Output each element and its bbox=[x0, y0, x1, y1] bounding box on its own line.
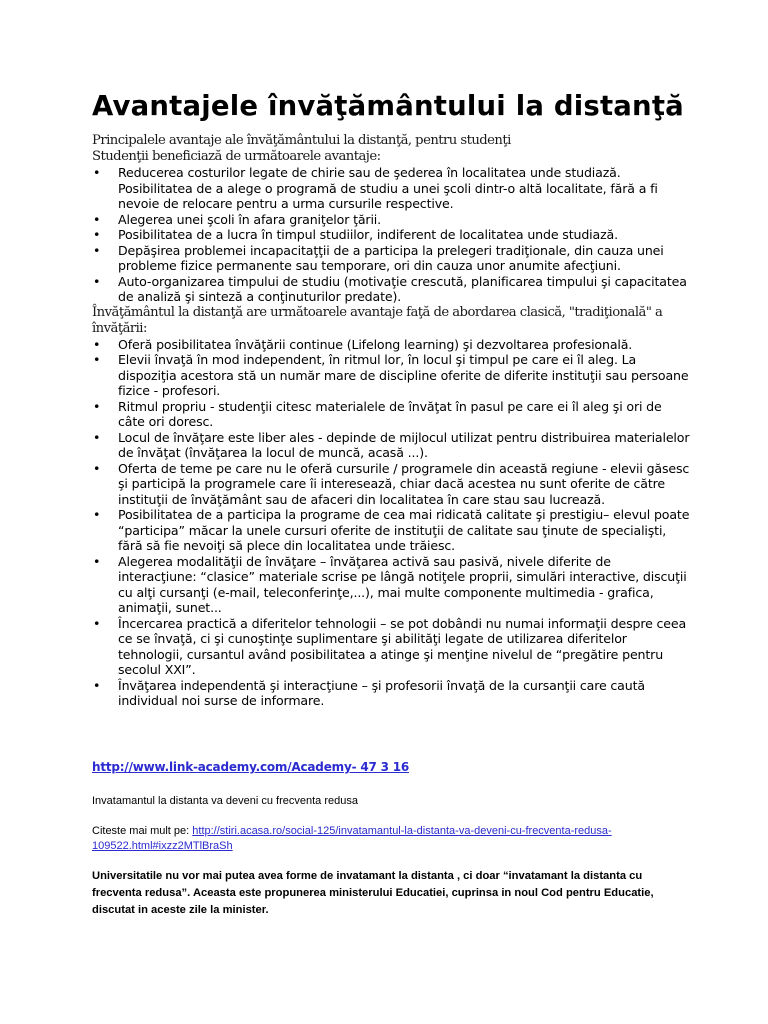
list-item: • Alegerea unei şcoli în afara graniţelor ţării. bbox=[93, 211, 382, 227]
intro-line-2: Studenţii beneficiază de următoarele avantaje: bbox=[92, 149, 381, 164]
bullet-icon: • bbox=[93, 242, 101, 258]
bullet-icon: • bbox=[93, 227, 101, 242]
bullet-icon: • bbox=[93, 460, 101, 476]
closing-paragraph: Universitatile nu vor mai putea avea forme de invatamant la distanta , ci doar “invatamant la distanta cu frecventa redusa”. Aceasta este propunerea ministerului Educatiei, cuprinsa in noul Cod pentru Educatie, discutat in aceste zile la minister. bbox=[92, 870, 654, 916]
page-title: Avantajele învăţământului la distanţă bbox=[92, 90, 684, 122]
bullet-icon: • bbox=[93, 615, 101, 631]
list-item: • Auto-organizarea timpului de studiu (motivaţie crescută, planificarea timpului şi capacitatea de analiză şi sinteză a conţinuturilor predate). bbox=[93, 273, 687, 304]
comparison-advantages-list bbox=[92, 337, 692, 709]
list-item: • Ritmul propriu - studenţii citesc materialele de învăţat în pasul pe care ei îl aleg şi ori de câte ori doresc. bbox=[93, 398, 662, 429]
bullet-icon: • bbox=[93, 211, 101, 227]
comparison-intro: Învăţământul la distanţă are următoarele avantaje faţă de abordarea clasică, "tradiţională" a învăţării: bbox=[92, 304, 663, 336]
list-item: • Posibilitatea de a participa la programe de cea mai ridicată calitate şi prestigiu– elevul poate “participa” măcar la unele cursuri oferite de instituţii de calitate sau ţinute de specialişti, fără să fie nevoiţi să plece din localitatea unde trăiesc. bbox=[93, 507, 690, 553]
bullet-icon: • bbox=[93, 273, 101, 289]
list-item: • Reducerea costurilor legate de chirie sau de şederea în localitatea unde studiază. Posibilitatea de a alege o programă de studiu a unei şcoli dintr-o altă localitate, fără a fi nevoie de relocare pentru a urma cursurile respective. bbox=[93, 165, 658, 211]
student-advantages-list bbox=[92, 165, 692, 305]
link-academy[interactable]: http://www.link-academy.com/Academy- 47 3 16 bbox=[92, 760, 410, 774]
list-item: • Depăşirea problemei incapacitaţţii de a participa la prelegeri tradiţionale, din cauza unei probleme fizice permanente sau temporare, ori din cauza unor anumite afecţiuni. bbox=[93, 242, 664, 273]
bullet-icon: • bbox=[93, 165, 101, 180]
intro-line-1: Principalele avantaje ale învăţământului la distanţă, pentru studenţi bbox=[92, 133, 511, 148]
list-item: • Învăţarea independentă şi interacţiune – şi profesorii învaţă de la cursanţii care caută individual noi surse de informare. bbox=[93, 677, 645, 708]
read-more-line bbox=[92, 824, 652, 854]
bullet-icon: • bbox=[93, 398, 101, 414]
bullet-icon: • bbox=[93, 553, 101, 569]
read-more-link[interactable]: http://stiri.acasa.ro/social-125/invatamantul-la-distanta-va-deveni-cu-frecventa-redusa-109522.html#ixzz2MTlBraSh bbox=[92, 825, 612, 852]
read-more-label: Citeste mai mult pe: bbox=[92, 825, 193, 837]
bullet-icon: • bbox=[93, 429, 101, 445]
list-item: • Posibilitatea de a lucra în timpul studiilor, indiferent de localitatea unde studiază. bbox=[93, 227, 618, 242]
bullet-icon: • bbox=[93, 336, 101, 352]
list-item: • Alegerea modalităţii de învăţare – învăţarea activă sau pasivă, nivele diferite de interacţiune: “clasice” materiale scrise pe lângă notiţele proprii, simulări interactive, discuţii cu alţi cursanţi (e-mail, teleconferinţe,...), mai multe componente multimedia - grafica, animaţii, sunet... bbox=[93, 553, 687, 615]
main-body bbox=[92, 133, 692, 709]
list-item: • Încercarea practică a diferitelor tehnologii – se pot dobândi nu numai informaţii despre ceea ce se învaţă, ci şi cunoştinţe suplimentare şi abilităţi legate de utilizarea diferitelor tehnologii, cursantul având posibilitatea a atinge şi menţine nivelul de “pregătire pentru secolul XXI”. bbox=[93, 615, 687, 677]
list-item: • Oferta de teme pe care nu le oferă cursurile / programele din această regiune - elevii găsesc şi participă la programele care îi interesează, chiar dacă acestea nu sunt oferite de către instituţii de învăţământ sau de afaceri din localitatea în care stau sau lucrează. bbox=[93, 460, 690, 507]
list-item: • Oferă posibilitatea învăţării continue (Lifelong learning) şi dezvoltarea profesională. bbox=[93, 336, 633, 352]
news-title: Invatamantul la distanta va deveni cu frecventa redusa bbox=[92, 795, 358, 807]
list-item: • Locul de învăţare este liber ales - depinde de mijlocul utilizat pentru distribuirea materialelor de învăţat (învăţarea la locul de muncă, acasă ...). bbox=[93, 429, 690, 460]
bullet-icon: • bbox=[93, 507, 101, 522]
list-item: • Elevii învaţă în mod independent, în ritmul lor, în locul şi timpul pe care ei îl aleg. La dispoziţia acestora stă un număr mare de discipline oferite de diferite instituţii sau persoane fizice - profesori. bbox=[93, 352, 689, 398]
bullet-icon: • bbox=[93, 677, 101, 693]
bullet-icon: • bbox=[93, 352, 101, 367]
